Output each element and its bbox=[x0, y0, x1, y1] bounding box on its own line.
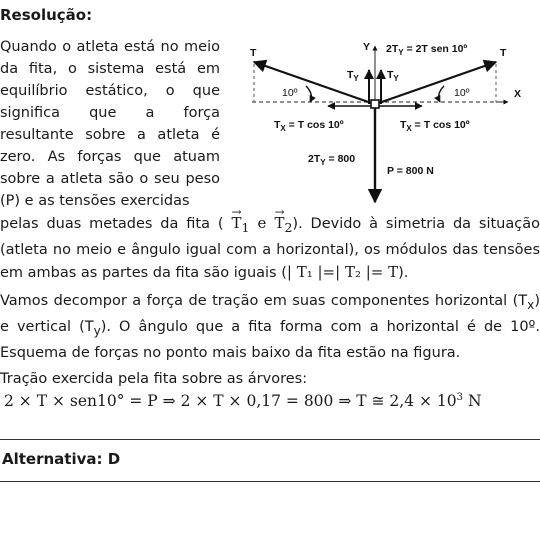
answer-label: Alternativa: D bbox=[2, 450, 121, 468]
paragraph-tensions: pelas duas metades da fita ( → $T_1$ $e \to T_2$). Devido à simetria da situação (atleta no meio e ângulo igual com a horizontal), os módulos das tensões em ambas as partes da fita são iguais (| T₁ |=| T₂ |= T). bbox=[0, 212, 540, 284]
divider-top bbox=[0, 439, 540, 440]
ty-left-label: $T_Y$ bbox=[347, 69, 359, 83]
divider-bottom bbox=[0, 481, 540, 482]
tension-equality: | T₁ |=| T₂ |= T bbox=[286, 263, 399, 281]
athlete-point bbox=[371, 100, 379, 108]
angle-left-label: 10º bbox=[282, 87, 298, 99]
tension-right-label: T bbox=[500, 47, 507, 59]
angle-left-arc bbox=[306, 86, 311, 102]
section-heading: Resolução: bbox=[0, 6, 93, 24]
tension-left-vector bbox=[254, 62, 374, 104]
ty-sum-top-formula: $2T_Y = 2T$ sen 10º bbox=[386, 43, 468, 57]
math-equation: 2 × T × sen10° = P ⇒ 2 × T × 0,17 = 800 ⇒ T ≅ $2,4 \times 10^3$ N bbox=[4, 392, 482, 411]
x-axis-label: X bbox=[514, 88, 522, 100]
weight-label: P = 800 N bbox=[387, 165, 434, 177]
angle-right-arc bbox=[439, 86, 444, 102]
y-axis-label: Y bbox=[363, 41, 371, 53]
force-diagram bbox=[238, 34, 540, 206]
tension-right-vector bbox=[376, 62, 496, 104]
ty-sum-value-label: $2T_Y = 800$ bbox=[308, 153, 356, 167]
vector-t1: → T bbox=[232, 212, 242, 234]
paragraph-traction: Tração exercida pela fita sobre as árvores: bbox=[0, 371, 308, 387]
ty-right-label: $T_Y$ bbox=[387, 69, 399, 83]
vector-t2: → T bbox=[274, 212, 284, 234]
intro-paragraph: Quando o atleta está no meio da fita, o sistema está em equilíbrio estático, o que significa que a força resultante sobre a atleta é zero. As forças que atuam sobre a atleta são o seu peso (P) e as tensões exercidas bbox=[0, 39, 220, 209]
angle-right-label: 10º bbox=[454, 87, 470, 99]
tx-left-formula: $T_X = T$ cos 10º bbox=[274, 119, 344, 133]
paragraph-decomposition: Vamos decompor a força de tração em suas componentes horizontal $(T_x)$ e vertical $(T_y)$. O ângulo que a fita forma com a horizontal é de 10º. Esquema de forças no ponto mais baixo da fita estão na figura. bbox=[0, 293, 540, 361]
tension-left-label: T bbox=[250, 47, 257, 59]
tx-right-formula: $T_X = T$ cos 10º bbox=[400, 119, 470, 133]
